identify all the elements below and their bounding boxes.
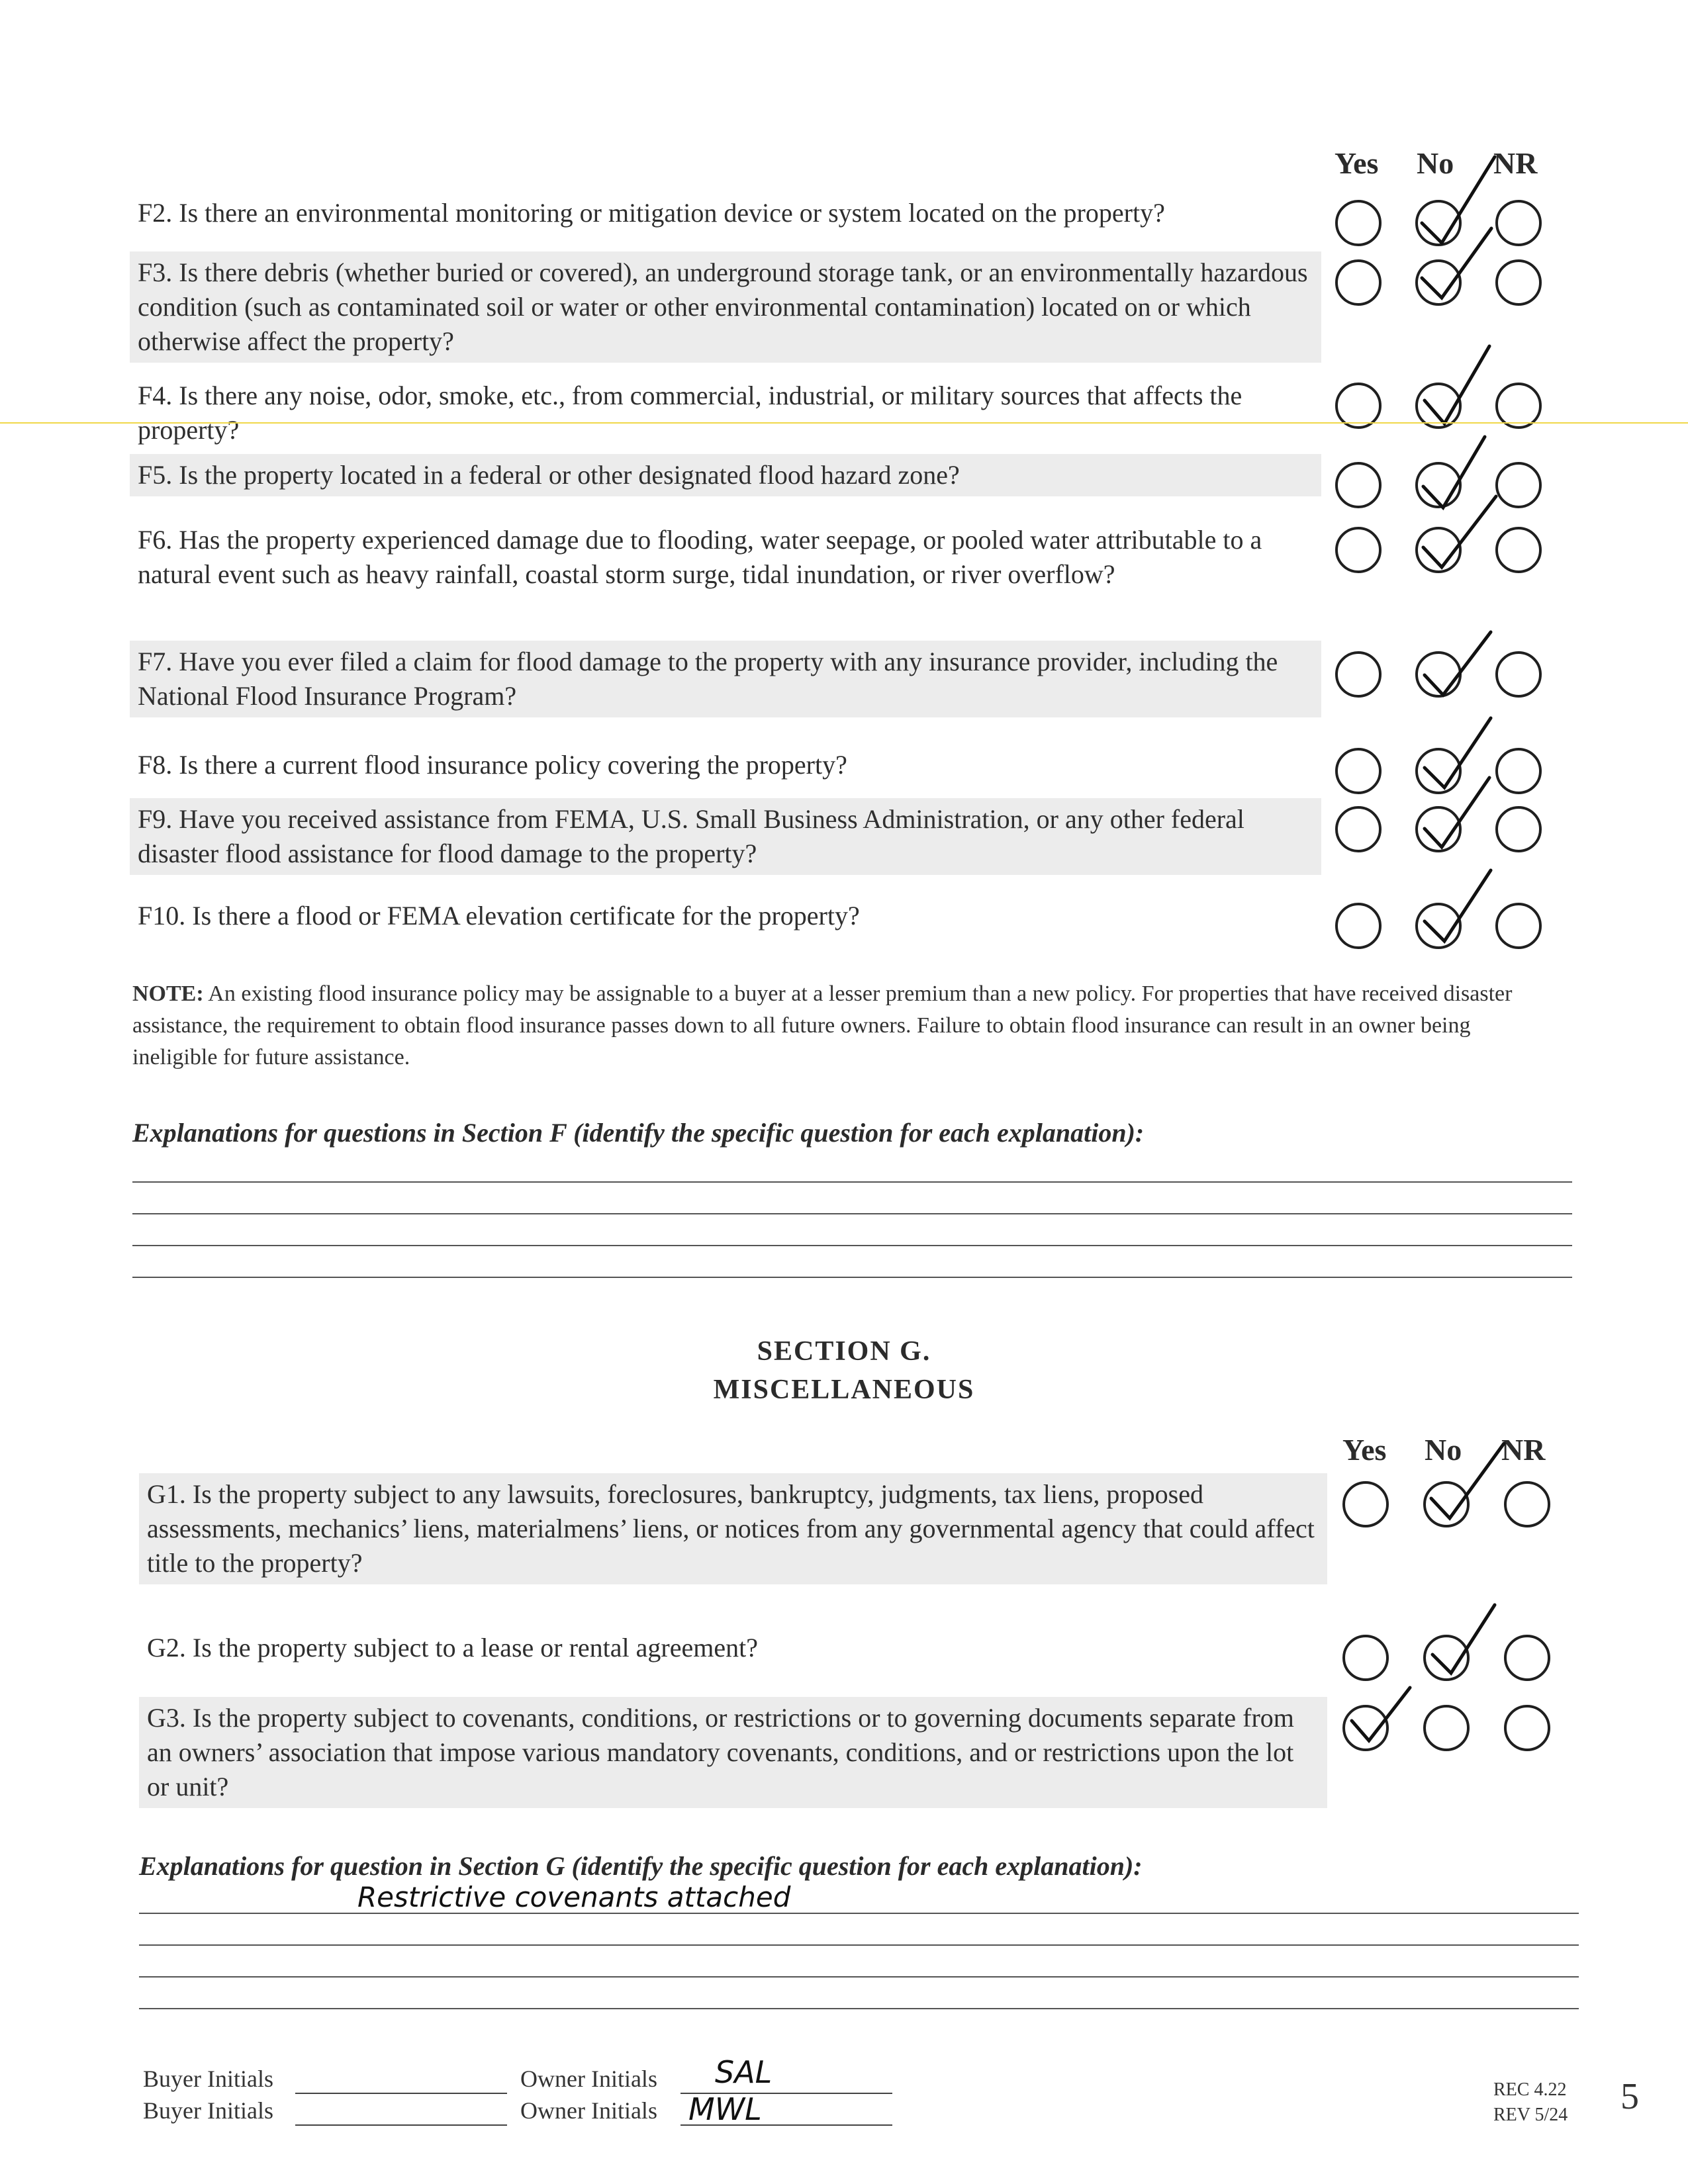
f6-yes-radio[interactable] (1335, 527, 1382, 573)
g3-no-radio[interactable] (1423, 1705, 1470, 1751)
buyer-initials-field-1[interactable] (295, 2093, 507, 2094)
buyer-initials-label-2: Buyer Initials (143, 2097, 273, 2124)
question-f8: F8. Is there a current flood insurance policy covering the property? (138, 750, 847, 780)
f2-nr-radio[interactable] (1495, 200, 1542, 246)
question-f5: F5. Is the property located in a federal or other designated flood hazard zone? (130, 454, 1321, 496)
form-revision: REV 5/24 (1493, 2105, 1568, 2125)
f9-no-checkmark-icon (1417, 774, 1503, 860)
f3-no-checkmark-icon (1415, 225, 1501, 311)
g3-yes-checkmark-icon (1344, 1684, 1423, 1757)
f2-yes-radio[interactable] (1335, 200, 1382, 246)
question-f4: F4. Is there any noise, odor, smoke, etc., from commercial, industrial, or military sources that affects the property? (138, 381, 1243, 445)
buyer-initials-label-1: Buyer Initials (143, 2066, 273, 2092)
section-g-explanation-line-1[interactable] (139, 1913, 1579, 1914)
handwritten-explanation: Restrictive covenants attached (357, 1881, 791, 1913)
g2-no-checkmark-icon (1423, 1602, 1509, 1688)
section-g-title: SECTION G. (757, 1336, 931, 1367)
owner-initials-label-1: Owner Initials (520, 2066, 657, 2092)
g-col-header-yes: Yes (1342, 1433, 1387, 1467)
f4-no-checkmark-icon (1415, 341, 1501, 433)
section-f-explanation-label: Explanations for questions in Section F (identify the specific question for each explanation): (132, 1118, 1145, 1148)
buyer-initials-field-2[interactable] (295, 2124, 507, 2126)
question-f7: F7. Have you ever filed a claim for flood damage to the property with any insurance provider, including the National Flood Insurance Program? (130, 641, 1321, 717)
section-f-explanation-line-1[interactable] (132, 1181, 1572, 1183)
f7-no-checkmark-icon (1417, 629, 1503, 708)
owner-initials-label-2: Owner Initials (520, 2097, 657, 2124)
question-f2: F2. Is there an environmental monitoring or mitigation device or system located on the property? (138, 198, 1165, 228)
col-header-no: No (1417, 146, 1454, 180)
f3-yes-radio[interactable] (1335, 259, 1382, 306)
f10-no-checkmark-icon (1417, 867, 1503, 953)
g-col-header-nr: NR (1501, 1433, 1546, 1467)
owner-initials-2-handwritten: MWL (688, 2091, 762, 2127)
g2-yes-radio[interactable] (1342, 1635, 1389, 1681)
flood-insurance-note (132, 978, 1556, 1073)
scan-highlight-line (0, 422, 1688, 424)
question-f9: F9. Have you received assistance from FEMA, U.S. Small Business Administration, or any other federal disaster flood assistance for flood damage to the property? (130, 798, 1321, 875)
question-g3: G3. Is the property subject to covenants, conditions, or restrictions or to governing documents separate from an owners’ association that impose various mandatory covenants, conditions, and or restrictions upon the lot or unit? (139, 1697, 1327, 1808)
g1-no-checkmark-icon (1423, 1440, 1516, 1533)
question-f10: F10. Is there a flood or FEMA elevation certificate for the property? (138, 901, 860, 931)
question-f6: F6. Has the property experienced damage due to flooding, water seepage, or pooled water attributable to a natural event such as heavy rainfall, coastal storm surge, tidal inundation, or river overflow? (138, 525, 1262, 589)
g1-yes-radio[interactable] (1342, 1481, 1389, 1527)
f10-yes-radio[interactable] (1335, 903, 1382, 949)
f5-yes-radio[interactable] (1335, 462, 1382, 508)
g2-nr-radio[interactable] (1504, 1635, 1550, 1681)
f8-yes-radio[interactable] (1335, 748, 1382, 794)
col-header-nr: NR (1493, 146, 1538, 180)
page-number: 5 (1620, 2076, 1639, 2117)
note-text: An existing flood insurance policy may be assignable to a buyer at a lesser premium than a new policy. For properties that have received disaster assistance, the requirement to obtain flood insurance passes down to all future owners. Failure to obtain flood insurance can result in an owner being ineligible for future assistance. (132, 981, 1513, 1069)
section-f-explanation-line-3[interactable] (132, 1245, 1572, 1246)
section-g-subtitle: MISCELLANEOUS (713, 1375, 975, 1405)
section-g-explanation-label: Explanations for question in Section G (identify the specific question for each explanation): (139, 1851, 1143, 1881)
form-code: REC 4.22 (1493, 2079, 1567, 2100)
question-g1: G1. Is the property subject to any lawsuits, foreclosures, bankruptcy, judgments, tax liens, proposed assessments, mechanics’ liens, materialmens’ liens, or notices from any governmental agency that could affect title to the property? (139, 1473, 1327, 1584)
g3-nr-radio[interactable] (1504, 1705, 1550, 1751)
section-g-explanation-line-3[interactable] (139, 1976, 1579, 1978)
section-f-explanation-line-4[interactable] (132, 1277, 1572, 1278)
f6-no-checkmark-icon (1415, 493, 1508, 579)
f3-nr-radio[interactable] (1495, 259, 1542, 306)
question-g2: G2. Is the property subject to a lease or rental agreement? (147, 1633, 758, 1662)
owner-initials-1-handwritten: SAL (715, 2054, 773, 2090)
section-g-explanation-line-4[interactable] (139, 2008, 1579, 2009)
f7-yes-radio[interactable] (1335, 651, 1382, 698)
section-f-explanation-line-2[interactable] (132, 1213, 1572, 1214)
section-g-explanation-line-2[interactable] (139, 1944, 1579, 1946)
question-f3: F3. Is there debris (whether buried or covered), an underground storage tank, or an environmentally hazardous condition (such as contaminated soil or water or other environmental contamination) located on or which otherwise affect the property? (130, 251, 1321, 363)
f9-yes-radio[interactable] (1335, 806, 1382, 852)
note-label: NOTE: (132, 981, 204, 1006)
col-header-yes: Yes (1335, 146, 1379, 180)
g-col-header-no: No (1425, 1433, 1462, 1467)
